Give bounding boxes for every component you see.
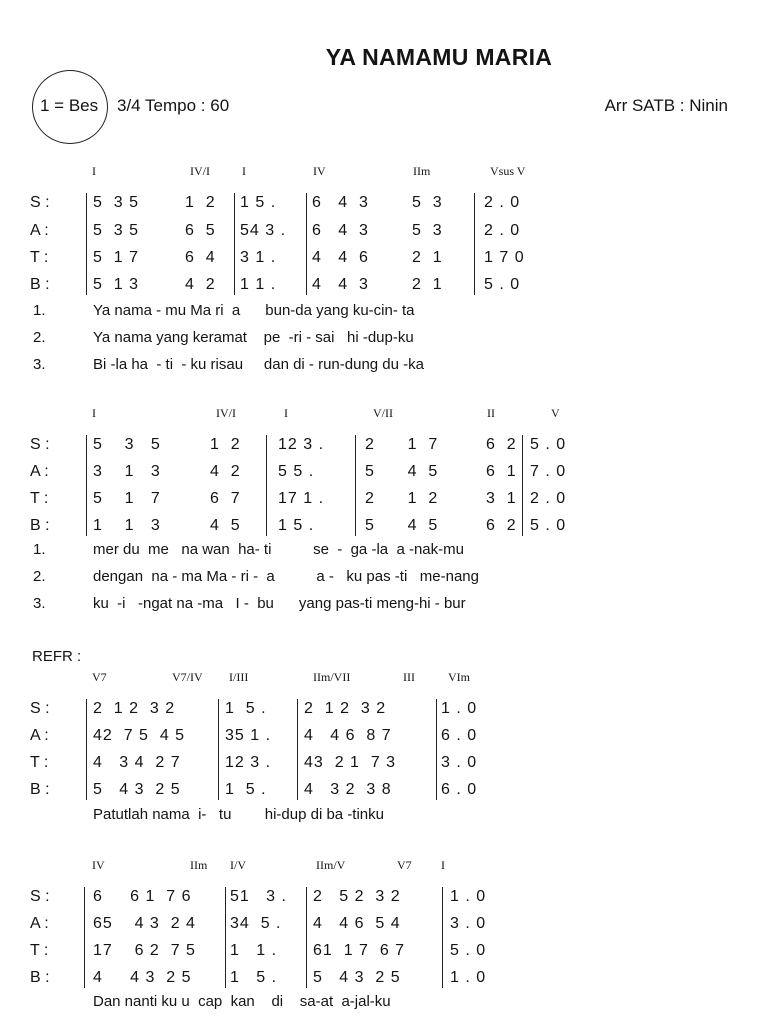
measure-notes: 12 3 . — [278, 436, 325, 453]
voice-row — [0, 778, 768, 802]
measure-notes: 1 5 . — [240, 194, 277, 211]
voice-row — [0, 191, 768, 215]
measure-notes: 3 1 — [486, 490, 517, 507]
chord-symbol: III — [403, 670, 415, 684]
voice-row — [0, 433, 768, 457]
voice-row — [0, 487, 768, 511]
measure-notes: 42 7 5 4 5 — [93, 727, 186, 744]
lyric-line — [0, 993, 768, 1015]
verse-number: 3. — [33, 356, 46, 373]
lyric-line — [0, 595, 768, 617]
chord-symbol: II — [487, 406, 495, 420]
measure-notes: 1 5 . — [278, 517, 315, 534]
chord-symbol: V7 — [397, 858, 412, 872]
measure-notes: 5 3 — [412, 222, 443, 239]
measure-notes: 5 3 5 — [93, 194, 140, 211]
measure-notes: 1 5 . — [225, 781, 267, 798]
measure-notes: 5 . 0 — [530, 436, 567, 453]
measure-notes: 6 4 3 — [312, 222, 369, 239]
voice-label: T : — [30, 754, 49, 771]
measure-notes: 6 4 — [185, 249, 216, 266]
bar-line — [86, 193, 87, 295]
measure-notes: 1 2 — [210, 436, 241, 453]
arranger: Arr SATB : Ninin — [604, 96, 728, 115]
lyric-line — [0, 302, 768, 324]
voice-label: A : — [30, 915, 49, 932]
measure-notes: 6 7 — [210, 490, 241, 507]
measure-notes: 1 5 . — [225, 700, 267, 717]
measure-notes: 1 . 0 — [441, 700, 478, 717]
voice-row — [0, 246, 768, 270]
chord-symbol: Vsus V — [490, 164, 526, 178]
measure-notes: 6 . 0 — [441, 781, 478, 798]
measure-notes: 4 4 3 — [312, 276, 369, 293]
voice-row — [0, 514, 768, 538]
lyric-text: Ya nama yang keramat pe -ri - sai hi -dup-ku — [93, 329, 414, 346]
measure-notes: 5 3 — [412, 194, 443, 211]
measure-notes: 2 1 2 — [365, 490, 439, 507]
chord-row — [0, 670, 768, 686]
measure-notes: 65 4 3 2 4 — [93, 915, 196, 932]
chord-symbol: I — [441, 858, 445, 872]
measure-notes: 5 . 0 — [484, 276, 521, 293]
measure-notes: 3 1 3 — [93, 463, 161, 480]
bar-line — [266, 435, 267, 536]
chord-symbol: V/II — [373, 406, 393, 420]
lyric-line — [0, 356, 768, 378]
voice-row — [0, 724, 768, 748]
bar-line — [355, 435, 356, 536]
voice-label: A : — [30, 727, 49, 744]
chord-symbol: I/III — [229, 670, 249, 684]
bar-line — [225, 887, 226, 988]
measure-notes: 5 4 5 — [365, 517, 439, 534]
time-tempo: 3/4 Tempo : 60 — [117, 96, 230, 115]
measure-notes: 3 . 0 — [441, 754, 478, 771]
measure-notes: 6 1 — [486, 463, 517, 480]
bar-line — [86, 699, 87, 800]
measure-notes: 1 5 . — [230, 969, 278, 986]
verse-number: 1. — [33, 302, 46, 319]
measure-notes: 1 1 3 — [93, 517, 161, 534]
measure-notes: 2 1 7 — [365, 436, 439, 453]
voice-label: B : — [30, 969, 50, 986]
measure-notes: 4 4 3 2 5 — [93, 969, 192, 986]
refrain-label: REFR : — [32, 648, 82, 665]
lyric-text: Bi -la ha - ti - ku risau dan di - run-dung du -ka — [93, 356, 424, 373]
lyric-text: Dan nanti ku u cap kan di sa-at a-jal-ku — [93, 993, 391, 1010]
lyric-text: dengan na - ma Ma - ri - a a - ku pas -ti me-nang — [93, 568, 479, 585]
verse-number: 2. — [33, 568, 46, 585]
measure-notes: 2 . 0 — [484, 222, 521, 239]
measure-notes: 6 2 — [486, 517, 517, 534]
verse-number: 1. — [33, 541, 46, 558]
chord-symbol: IIm/V — [316, 858, 346, 872]
measure-notes: 1 . 0 — [450, 888, 487, 905]
lyric-text: Ya nama - mu Ma ri a bun-da yang ku-cin- ta — [93, 302, 415, 319]
lyric-line — [0, 541, 768, 563]
measure-notes: 1 1 . — [240, 276, 277, 293]
measure-notes: 2 1 — [412, 249, 443, 266]
bar-line — [297, 699, 298, 800]
measure-notes: 4 4 6 5 4 — [313, 915, 401, 932]
measure-notes: 7 . 0 — [530, 463, 567, 480]
measure-notes: 2 1 2 3 2 — [304, 700, 387, 717]
measure-notes: 6 4 3 — [312, 194, 369, 211]
measure-notes: 5 5 . — [278, 463, 315, 480]
measure-notes: 6 5 — [185, 222, 216, 239]
voice-label: B : — [30, 517, 50, 534]
measure-notes: 1 . 0 — [450, 969, 487, 986]
measure-notes: 2 . 0 — [530, 490, 567, 507]
measure-notes: 5 . 0 — [450, 942, 487, 959]
bar-line — [306, 887, 307, 988]
voice-row — [0, 219, 768, 243]
voice-row — [0, 751, 768, 775]
measure-notes: 35 1 . — [225, 727, 272, 744]
measure-notes: 6 2 — [486, 436, 517, 453]
verse-number: 3. — [33, 595, 46, 612]
chord-symbol: VIm — [448, 670, 470, 684]
chord-symbol: I — [284, 406, 288, 420]
lyric-line — [0, 568, 768, 590]
measure-notes: 34 5 . — [230, 915, 282, 932]
voice-row — [0, 966, 768, 990]
measure-notes: 6 . 0 — [441, 727, 478, 744]
measure-notes: 1 1 . — [230, 942, 278, 959]
measure-notes: 2 1 — [412, 276, 443, 293]
measure-notes: 4 3 4 2 7 — [93, 754, 181, 771]
voice-label: S : — [30, 194, 50, 211]
voice-row — [0, 697, 768, 721]
lyric-line — [0, 329, 768, 351]
verse-number: 2. — [33, 329, 46, 346]
measure-notes: 17 1 . — [278, 490, 325, 507]
measure-notes: 2 1 2 3 2 — [93, 700, 176, 717]
measure-notes: 3 1 . — [240, 249, 277, 266]
bar-line — [474, 193, 475, 295]
chord-symbol: V — [551, 406, 560, 420]
bar-line — [306, 193, 307, 295]
voice-label: B : — [30, 276, 50, 293]
measure-notes: 4 5 — [210, 517, 241, 534]
voice-label: A : — [30, 463, 49, 480]
chord-symbol: IV — [92, 858, 105, 872]
measure-notes: 4 2 — [210, 463, 241, 480]
voice-label: T : — [30, 490, 49, 507]
measure-notes: 6 6 1 7 6 — [93, 888, 192, 905]
chord-symbol: I — [242, 164, 246, 178]
voice-row — [0, 912, 768, 936]
lyric-text: mer du me na wan ha- ti se - ga -la a -nak-mu — [93, 541, 464, 558]
measure-notes: 4 4 6 8 7 — [304, 727, 392, 744]
measure-notes: 5 1 7 — [93, 249, 140, 266]
measure-notes: 4 2 — [185, 276, 216, 293]
measure-notes: 5 3 5 — [93, 222, 140, 239]
lyric-text: ku -i -ngat na -ma I - bu yang pas-ti meng-hi - bur — [93, 595, 466, 612]
voice-row — [0, 460, 768, 484]
chord-symbol: IV/I — [190, 164, 210, 178]
key-signature: 1 = Bes — [40, 96, 99, 115]
bar-line — [436, 699, 437, 800]
measure-notes: 5 3 5 — [93, 436, 161, 453]
measure-notes: 12 3 . — [225, 754, 272, 771]
measure-notes: 2 5 2 3 2 — [313, 888, 401, 905]
voice-row — [0, 939, 768, 963]
chord-symbol: IV/I — [216, 406, 236, 420]
measure-notes: 1 7 0 — [484, 249, 525, 266]
chord-row — [0, 858, 768, 874]
measure-notes: 5 4 5 — [365, 463, 439, 480]
bar-line — [218, 699, 219, 800]
measure-notes: 4 4 6 — [312, 249, 369, 266]
chord-symbol: V7/IV — [172, 670, 203, 684]
voice-label: S : — [30, 700, 50, 717]
chord-symbol: IV — [313, 164, 326, 178]
measure-notes: 5 4 3 2 5 — [93, 781, 181, 798]
measure-notes: 5 1 3 — [93, 276, 140, 293]
bar-line — [84, 887, 85, 988]
voice-label: S : — [30, 888, 50, 905]
voice-label: T : — [30, 249, 49, 266]
measure-notes: 54 3 . — [240, 222, 287, 239]
chord-symbol: IIm/VII — [313, 670, 351, 684]
bar-line — [522, 435, 523, 536]
measure-notes: 17 6 2 7 5 — [93, 942, 196, 959]
measure-notes: 43 2 1 7 3 — [304, 754, 397, 771]
measure-notes: 1 2 — [185, 194, 216, 211]
voice-row — [0, 885, 768, 909]
measure-notes: 61 1 7 6 7 — [313, 942, 406, 959]
measure-notes: 5 . 0 — [530, 517, 567, 534]
measure-notes: 3 . 0 — [450, 915, 487, 932]
lyric-line — [0, 806, 768, 828]
chord-symbol: V7 — [92, 670, 107, 684]
voice-label: S : — [30, 436, 50, 453]
bar-line — [86, 435, 87, 536]
measure-notes: 5 1 7 — [93, 490, 161, 507]
chord-symbol: IIm — [413, 164, 431, 178]
chord-row — [0, 164, 768, 180]
measure-notes: 4 3 2 3 8 — [304, 781, 392, 798]
measure-notes: 51 3 . — [230, 888, 287, 905]
song-title: YA NAMAMU MARIA — [325, 44, 553, 70]
measure-notes: 5 4 3 2 5 — [313, 969, 401, 986]
chord-symbol: I/V — [230, 858, 246, 872]
lyric-text: Patutlah nama i- tu hi-dup di ba -tinku — [93, 806, 384, 823]
voice-label: B : — [30, 781, 50, 798]
chord-symbol: I — [92, 164, 96, 178]
voice-label: T : — [30, 942, 49, 959]
voice-row — [0, 273, 768, 297]
chord-row — [0, 406, 768, 422]
measure-notes: 2 . 0 — [484, 194, 521, 211]
chord-symbol: I — [92, 406, 96, 420]
bar-line — [442, 887, 443, 988]
bar-line — [234, 193, 235, 295]
voice-label: A : — [30, 222, 49, 239]
chord-symbol: IIm — [190, 858, 208, 872]
